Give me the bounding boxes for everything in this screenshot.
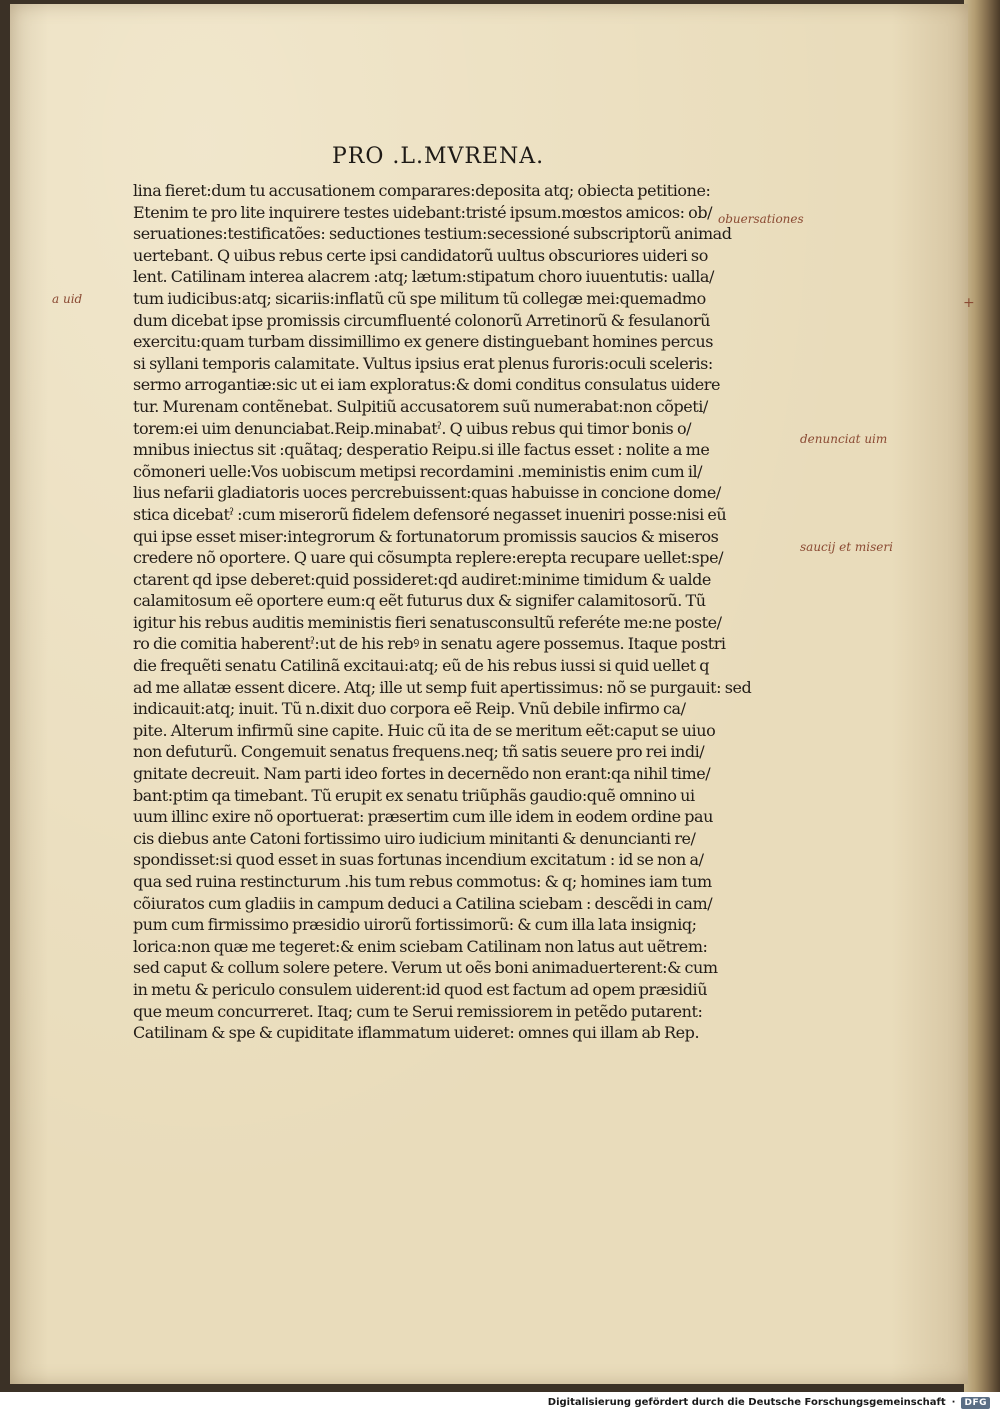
text-line: lina fieret:dum tu accusationem comparares:deposita atq; obiecta petitione: xyxy=(133,181,711,200)
text-line: cõmoneri uelle:Vos uobiscum metipsi recordamini .meministis enim cum il/ xyxy=(133,461,703,481)
text-line: qua sed ruina restincturum .his tum rebus commotus: & q; homines iam tum xyxy=(133,872,712,891)
text-line: dum dicebat ipse promissis circumfluenté colonorũ Arretinorũ & fesulanorũ xyxy=(133,310,711,330)
text-line: seruationes:testificatões: seductiones testium:secessioné subscriptorũ animad xyxy=(133,224,732,244)
text-line: ad me allatæ essent dicere. Atq; ille ut semp fuit apertissimus: nõ se purgauit: sed xyxy=(133,677,752,697)
text-line: pite. Alterum infirmũ sine capite. Huic cũ ita de se meritum eẽt:caput se uiuo xyxy=(133,720,716,740)
footer-separator: · xyxy=(951,1397,956,1408)
text-line: calamitosum eẽ oportere eum:q eẽt futurus dux & signifer calamitosorũ. Tũ xyxy=(133,591,706,611)
text-line: indicauit:atq; inuit. Tũ n.dixit duo corpora eẽ Reip. Vnũ debile infirmo ca/ xyxy=(133,699,686,719)
margin-note: denunciat uim xyxy=(800,432,888,446)
text-line: die frequẽti senatu Catilinã excitaui:atq; eũ de his rebus iussi si quid uellet q xyxy=(133,656,710,676)
text-line: tum iudicibus:atq; sicariis:inflatũ cũ spe militum tũ collegæ mei:quemadmo xyxy=(133,288,706,308)
text-line: lent. Catilinam interea alacrem :atq; lætum:stipatum choro iuuentutis: ualla/ xyxy=(133,267,714,287)
text-line: spondisset:si quod esset in suas fortunas incendium excitatum : id se non a/ xyxy=(133,850,704,870)
text-line: sed caput & collum solere petere. Verum ut oẽs boni animaduerterent:& cum xyxy=(133,958,718,978)
text-line: ro die comitia haberentˀ:ut de his rebꝰ in senatu agere possemus. Itaque postri xyxy=(133,634,726,654)
text-line: exercitu:quam turbam dissimillimo ex genere distinguebant homines percus xyxy=(133,332,714,352)
text-line: credere nõ oportere. Q uare qui cõsumpta replere:erepta recupare uellet:spe/ xyxy=(133,548,724,568)
text-line: ctarent qd ipse deberet:quid possideret:qd audiret:minime timidum & ualde xyxy=(133,569,711,589)
text-line: cis diebus ante Catoni fortissimo uiro iudicium minitanti & denuncianti re/ xyxy=(133,828,696,848)
text-line: Catilinam & spe & cupiditate iflammatum uideret: omnes qui illam ab Rep. xyxy=(133,1023,700,1043)
text-line: non defuturũ. Congemuit senatus frequens.neq; tñ satis seuere pro rei indi/ xyxy=(133,742,705,762)
margin-note: obuersationes xyxy=(718,212,804,226)
text-line: igitur his rebus auditis meministis fieri senatusconsultũ referéte me:ne poste/ xyxy=(133,612,722,632)
footer-bar xyxy=(0,1392,1000,1413)
text-line: Etenim te pro lite inquirere testes uidebant:tristé ipsum.mœstos amicos: ob/ xyxy=(133,202,713,222)
text-line: si syllani temporis calamitate. Vultus ipsius erat plenus furoris:oculi sceleris: xyxy=(133,353,713,373)
footer-credit: Digitalisierung gefördert durch die Deutsche Forschungsgemeinschaft xyxy=(547,1397,946,1408)
text-line: lorica:non quæ me tegeret:& enim sciebam Catilinam non latus aut uẽtrem: xyxy=(133,936,708,956)
text-line: gnitate decreuit. Nam parti ideo fortes in decernẽdo non erant:qa nihil time/ xyxy=(133,764,711,784)
text-line: uum illinc exire nõ oportuerat: præsertim cum ille idem in eodem ordine pau xyxy=(133,807,713,827)
text-line: tur. Murenam contẽnebat. Sulpitiũ accusatorem suũ numerabat:non cõpeti/ xyxy=(133,396,708,416)
text-line: qui ipse esset miser:integrorum & fortunatorum promissis saucios & miseros xyxy=(133,526,719,546)
book-page xyxy=(10,4,975,1384)
text-line: uertebant. Q uibus rebus certe ipsi candidatorũ uultus obscuriores uideri so xyxy=(133,245,708,265)
dfg-logo-icon[interactable]: DFG xyxy=(961,1397,990,1409)
margin-note: a uid xyxy=(52,292,83,306)
text-line: cõiuratos cum gladiis in campum deduci a Catilina sciebam : descẽdi in cam/ xyxy=(133,893,713,913)
text-line: lius nefarii gladiatoris uoces percrebuissent:quas habuisse in concione dome/ xyxy=(133,483,721,503)
text-line: stica dicebatˀ :cum miserorũ fidelem defensoré negasset inueniri posse:nisi eũ xyxy=(133,504,727,524)
text-line: pum cum firmissimo præsidio uirorũ fortissimorũ: & cum illa lata insigniq; xyxy=(133,915,697,935)
text-line: que meum concurreret. Itaq; cum te Serui remissiorem in petẽdo putarent: xyxy=(133,1001,703,1021)
margin-mark: + xyxy=(963,295,975,311)
text-line: sermo arrogantiæ:sic ut ei iam exploratus:& domi conditus consulatus uidere xyxy=(133,375,721,395)
text-line: bant:ptim qa timebant. Tũ erupit ex senatu triũphãs gaudio:quẽ omnino ui xyxy=(133,785,695,805)
text-line: in metu & periculo consulem uiderent:id quod est factum ad opem præsidiũ xyxy=(133,979,708,999)
body-text xyxy=(133,180,752,1044)
book-edge xyxy=(964,0,1000,1392)
running-header: PRO .L.MVRENA. xyxy=(332,144,545,169)
text-line: mnibus iniectus sit :quãtaq; desperatio Reipu.si ille factus esset : nolite a me xyxy=(133,440,710,460)
margin-note: saucij et miseri xyxy=(800,540,893,554)
text-line: torem:ei uim denunciabat.Reip.minabatˀ. Q uibus rebus qui timor bonis o/ xyxy=(133,418,692,438)
